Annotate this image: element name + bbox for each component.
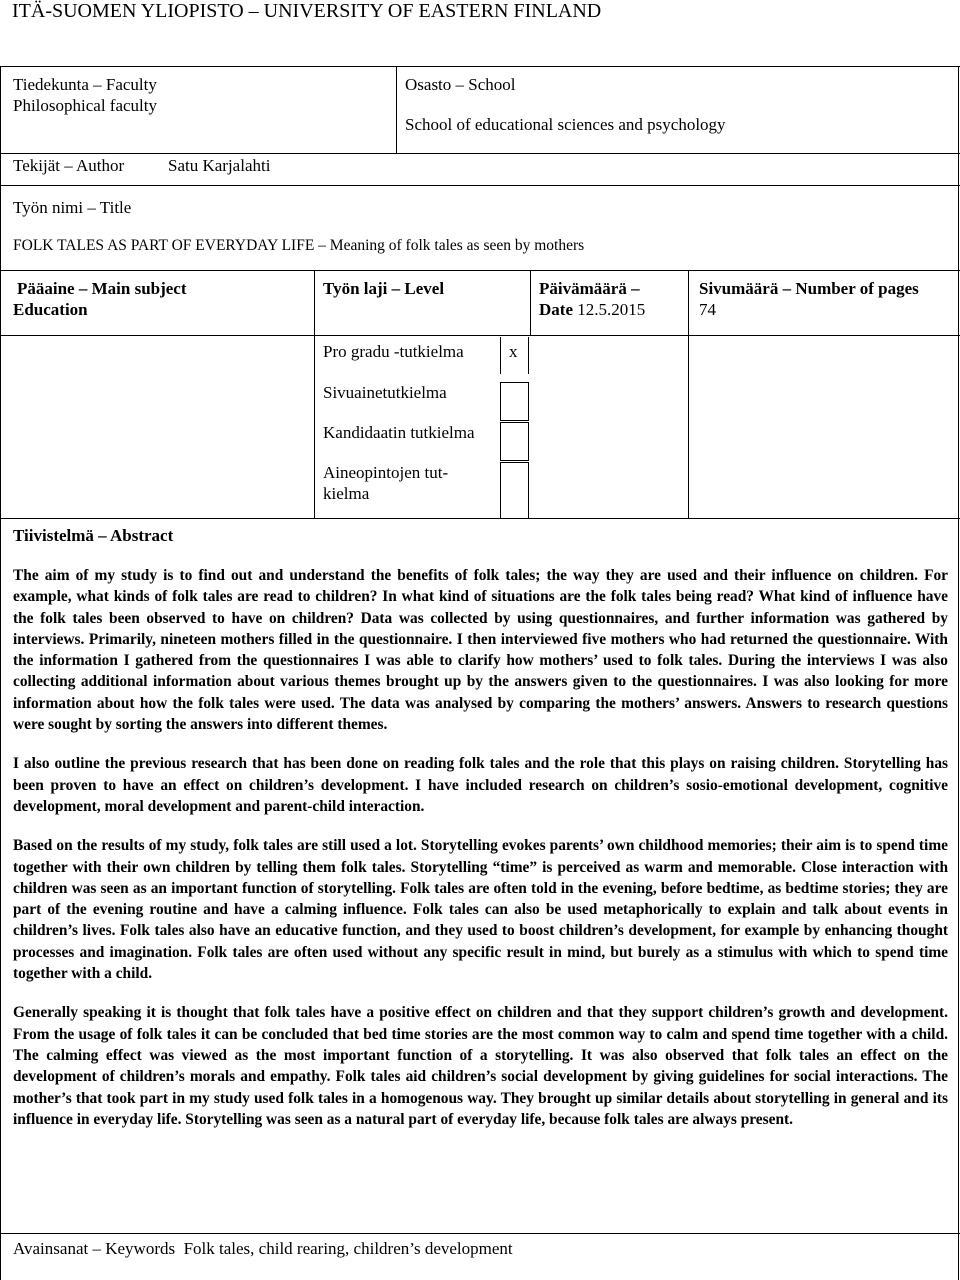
divider bbox=[958, 66, 959, 1280]
keywords-label: Avainsanat – Keywords bbox=[13, 1239, 176, 1258]
faculty-value: Philosophical faculty bbox=[13, 96, 158, 115]
keywords-value: Folk tales, child rearing, children’s development bbox=[183, 1239, 513, 1258]
author-label: Tekijät – Author bbox=[13, 156, 125, 175]
level-option-aineopinnot-line2: kielma bbox=[323, 484, 370, 503]
university-heading: ITÄ-SUOMEN YLIOPISTO – UNIVERSITY OF EASTERN FINLAND bbox=[12, 0, 602, 22]
divider bbox=[0, 185, 960, 186]
divider bbox=[0, 153, 960, 154]
level-option-aineopinnot-line1: Aineopintojen tut- bbox=[323, 463, 449, 482]
faculty-label: Tiedekunta – Faculty bbox=[13, 75, 157, 94]
title-label: Työn nimi – Title bbox=[13, 198, 132, 217]
divider bbox=[314, 270, 315, 518]
divider bbox=[530, 270, 531, 335]
pages-value: 74 bbox=[699, 300, 716, 319]
level-option-sivuaine: Sivuainetutkielma bbox=[323, 383, 447, 402]
checkbox-aineopinnot bbox=[500, 462, 529, 519]
abstract-paragraph: The aim of my study is to find out and understand the benefits of folk tales; the way they are used and their influence on children. For example, what kinds of folk tales are read to children? In what kind of situations are the folk tales being read? What kind of influence have the folk tales been observed to have on children? Data was collected by using questionnaires, and further information was gathered by interviews. Primarily, nineteen mothers filled in the questionnaire. I then interviewed five mothers who had returned the questionnaire. With the information I gathered from the questionnaires I was able to clarify how mothers’ used to folk tales. During the interviews I was also collecting additional information about various themes brought up by the answers given to the questionnaires. I was also looking for more information about how the folk tales were used. The data was analysed by comparing the mothers’ answers. Answers to research questions were sought by sorting the answers into different themes. bbox=[13, 567, 948, 734]
main-subject-value: Education bbox=[13, 300, 88, 319]
divider bbox=[0, 1233, 960, 1234]
checkbox-mark: x bbox=[509, 342, 518, 361]
divider bbox=[0, 66, 960, 67]
title-value: FOLK TALES AS PART OF EVERYDAY LIFE – Meaning of folk tales as seen by mothers bbox=[13, 237, 585, 254]
author-value: Satu Karjalahti bbox=[168, 156, 271, 175]
level-label: Työn laji – Level bbox=[323, 279, 445, 298]
divider bbox=[688, 270, 689, 518]
abstract-paragraph: I also outline the previous research that has been done on reading folk tales and the role that this plays on raising children. Storytelling has been proven to have an effect on children’s development. I have included research on children’s sosio-emotional development, cognitive development, moral development and parent-child interaction. bbox=[13, 755, 948, 815]
abstract-label: Tiivistelmä – Abstract bbox=[13, 526, 174, 545]
checkbox-sivuaine bbox=[500, 382, 529, 421]
divider bbox=[0, 270, 960, 271]
school-label: Osasto – School bbox=[405, 75, 516, 94]
date-value: 12.5.2015 bbox=[577, 300, 646, 319]
abstract-paragraph: Based on the results of my study, folk tales are still used a lot. Storytelling evokes parents’ own childhood memories; their aim is to spend time together with their own children by telling them folk tales. Storytelling “time” is perceived as warm and memorable. Close interaction with children was seen as an important function of storytelling. Folk tales are often told in the evening, before bedtime, as bedtime stories; they are part of the evening routine and have a calming influence. Folk tales can also be used metaphorically to explain and talk about events in children’s lives. Folk tales also have an educative function, and they used to boost children’s development, for example by enhancing thought processes and imagination. Folk tales are often used without any specific result in mind, but burely as a stimulus with which to spend time together with a child. bbox=[13, 837, 948, 983]
divider bbox=[396, 66, 397, 153]
checkbox-kandidaatti bbox=[500, 422, 529, 461]
checkbox-pro-gradu bbox=[500, 337, 529, 374]
date-line2: Date 12.5.2015 bbox=[539, 300, 646, 319]
pages-label: Sivumäärä – Number of pages bbox=[699, 279, 919, 298]
main-subject-label: Pääaine – Main subject bbox=[17, 279, 187, 298]
divider bbox=[314, 335, 688, 336]
level-option-pro-gradu: Pro gradu -tutkielma bbox=[323, 342, 464, 361]
abstract-body bbox=[13, 565, 948, 1130]
divider bbox=[0, 518, 960, 519]
date-label-line1: Päivämäärä – bbox=[539, 279, 640, 298]
keywords-row bbox=[13, 1238, 513, 1259]
divider bbox=[0, 66, 1, 1280]
school-value: School of educational sciences and psychology bbox=[405, 115, 726, 134]
abstract-paragraph: Generally speaking it is thought that folk tales have a positive effect on children and that they support children’s growth and development. From the usage of folk tales it can be concluded that bed time stories are the most common way to calm and spend time together with a child. The calming effect was viewed as the most important function of a storytelling. It was also observed that folk tales an effect on the development of children’s morals and empathy. Folk tales aid children’s social development by giving guidelines for social interactions. The mother’s that took part in my study used folk tales in a homogenous way. They brought up similar details about storytelling in general and its influence in everyday life. Storytelling was seen as a natural part of everyday life, because folk tales are always present. bbox=[13, 1004, 948, 1128]
level-option-kandidaatti: Kandidaatin tutkielma bbox=[323, 423, 475, 442]
